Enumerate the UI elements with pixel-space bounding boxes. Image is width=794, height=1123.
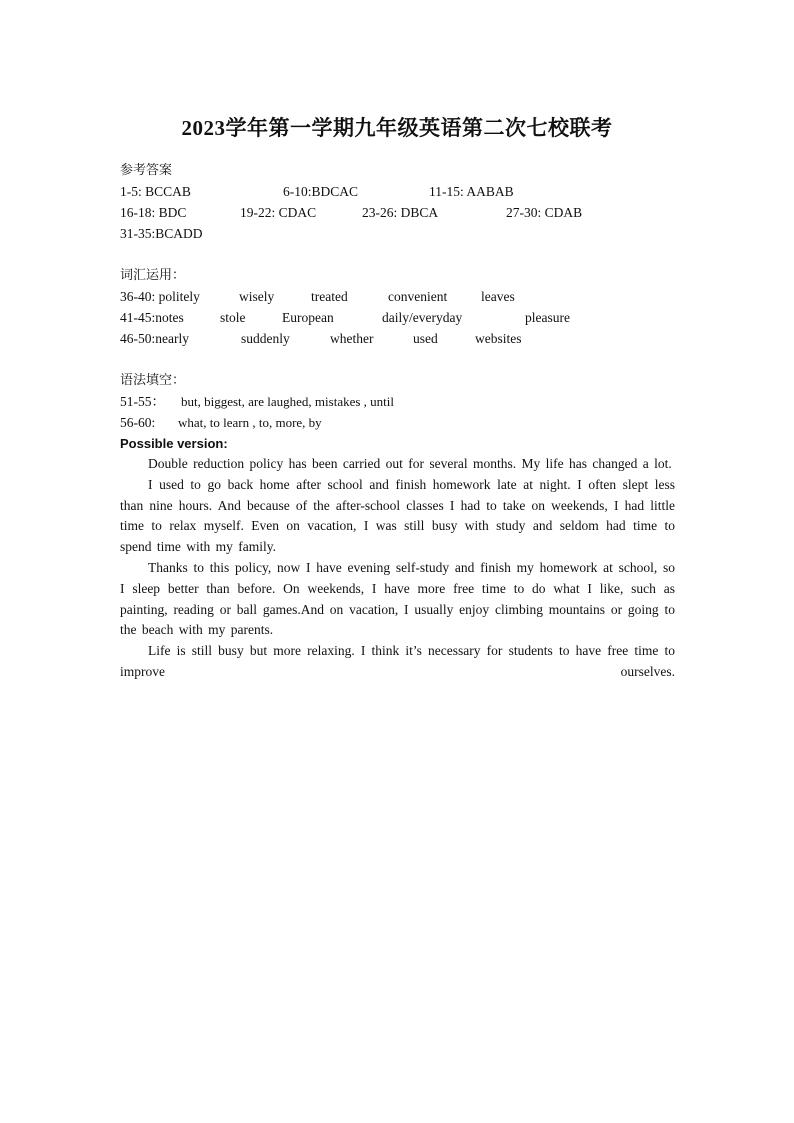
answer-content	[120, 160, 675, 683]
answer-group: 1-5: BCCAB	[120, 184, 191, 199]
vocab-answer: wisely	[239, 289, 275, 304]
answers-row-1	[120, 181, 675, 202]
vocabulary-row-1	[120, 286, 675, 307]
answer-group: 6-10:BDCAC	[283, 184, 359, 199]
answers-heading: 参考答案	[120, 163, 173, 178]
answer-group: 11-15: AABAB	[429, 184, 514, 199]
vocabulary-row-3	[120, 328, 675, 349]
grammar-answers: but, biggest, are laughed, mistakes , until	[181, 394, 395, 409]
essay-paragraph: Thanks to this policy, now I have evening self-study and finish my homework at school, so I sleep better than before. On weekends, I have more free time to do what I like, such as painting, reading or ball games.And on vacation, I usually enjoy climbing mountains or going to the beach with my parents.	[120, 559, 675, 638]
vocab-answer: suddenly	[241, 331, 290, 346]
grammar-heading: 语法填空：	[120, 373, 186, 388]
essay-paragraph: Life is still busy but more relaxing. I think it’s necessary for students to have free time to improve ourselves.	[120, 643, 675, 679]
vocab-answer: used	[413, 331, 438, 346]
grammar-label: 51-55：	[120, 394, 165, 409]
essay-heading: Possible version:	[120, 436, 228, 451]
vocab-answer: convenient	[388, 289, 448, 304]
vocab-answer: 36-40: politely	[120, 289, 200, 304]
essay-paragraph: I used to go back home after school and finish homework late at night. I often slept less than nine hours. And because of the after-school classes I had to take on weekends, I had little time to relax myself. Even on vacation, I was still busy with study and seldom had time to spend time with my family.	[120, 476, 675, 555]
vocab-answer: treated	[311, 289, 348, 304]
answer-group: 31-35:BCADD	[120, 226, 203, 241]
vocab-answer: 46-50:nearly	[120, 331, 189, 346]
essay-paragraph: Double reduction policy has been carried out for several months. My life has changed a lot.	[148, 456, 672, 471]
answers-row-3	[120, 223, 675, 244]
answer-group: 27-30: CDAB	[506, 205, 583, 220]
vocab-answer: daily/everyday	[382, 310, 463, 325]
page-title: 2023学年第一学期九年级英语第二次七校联考	[181, 116, 613, 140]
vocabulary-heading: 词汇运用：	[120, 268, 186, 283]
answers-row-2	[120, 202, 675, 223]
grammar-answers: what, to learn , to, more, by	[178, 415, 322, 430]
vocab-answer: stole	[220, 310, 246, 325]
answer-group: 19-22: CDAC	[240, 205, 317, 220]
grammar-row-2	[120, 412, 675, 433]
vocab-answer: European	[282, 310, 334, 325]
vocab-answer: 41-45:notes	[120, 310, 184, 325]
vocab-answer: pleasure	[525, 310, 570, 325]
grammar-row-1	[120, 391, 675, 412]
vocab-answer: websites	[475, 331, 522, 346]
grammar-label: 56-60:	[120, 415, 156, 430]
vocab-answer: leaves	[481, 289, 515, 304]
vocab-answer: whether	[330, 331, 374, 346]
vocabulary-row-2	[120, 307, 675, 328]
answer-group: 16-18: BDC	[120, 205, 187, 220]
answer-group: 23-26: DBCA	[362, 205, 439, 220]
